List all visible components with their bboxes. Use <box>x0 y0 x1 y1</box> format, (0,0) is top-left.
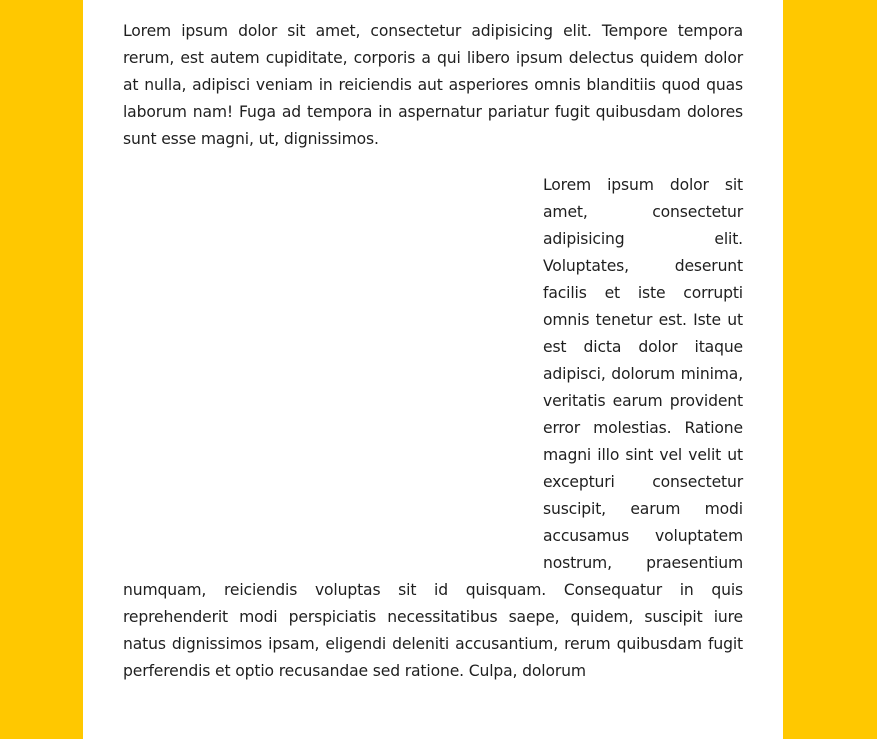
document-page <box>83 0 783 739</box>
document-body <box>123 18 743 685</box>
paragraph-2: Lorem ipsum dolor sit amet, consectetur adipisicing elit. Voluptates, deserunt facilis et iste corrupti omnis tenetur est. Iste ut est dicta dolor itaque adipisci, dolorum minima, veritatis earum provident error molestias. Ratione magni illo sint vel velit ut excepturi consectetur suscipit, earum modi accusamus voluptatem nostrum, praesentium numquam, reiciendis voluptas sit id quisquam. Consequatur in quis reprehenderit modi perspiciatis necessitatibus saepe, quidem, suscipit iure natus dignissimos ipsam, eligendi deleniti accusantium, rerum quibusdam fugit perferendis et optio recusandae sed ratione. Culpa, dolorum <box>123 176 743 680</box>
paragraph-1: Lorem ipsum dolor sit amet, consectetur adipisicing elit. Tempore tempora rerum, est autem cupiditate, corporis a qui libero ipsum delectus quidem dolor at nulla, adipisci veniam in reiciendis aut asperiores omnis blanditiis quod quas laborum nam! Fuga ad tempora in aspernatur pariatur fugit quibusdam dolores sunt esse magni, ut, dignissimos. <box>123 22 743 148</box>
float-spacer <box>123 172 543 577</box>
